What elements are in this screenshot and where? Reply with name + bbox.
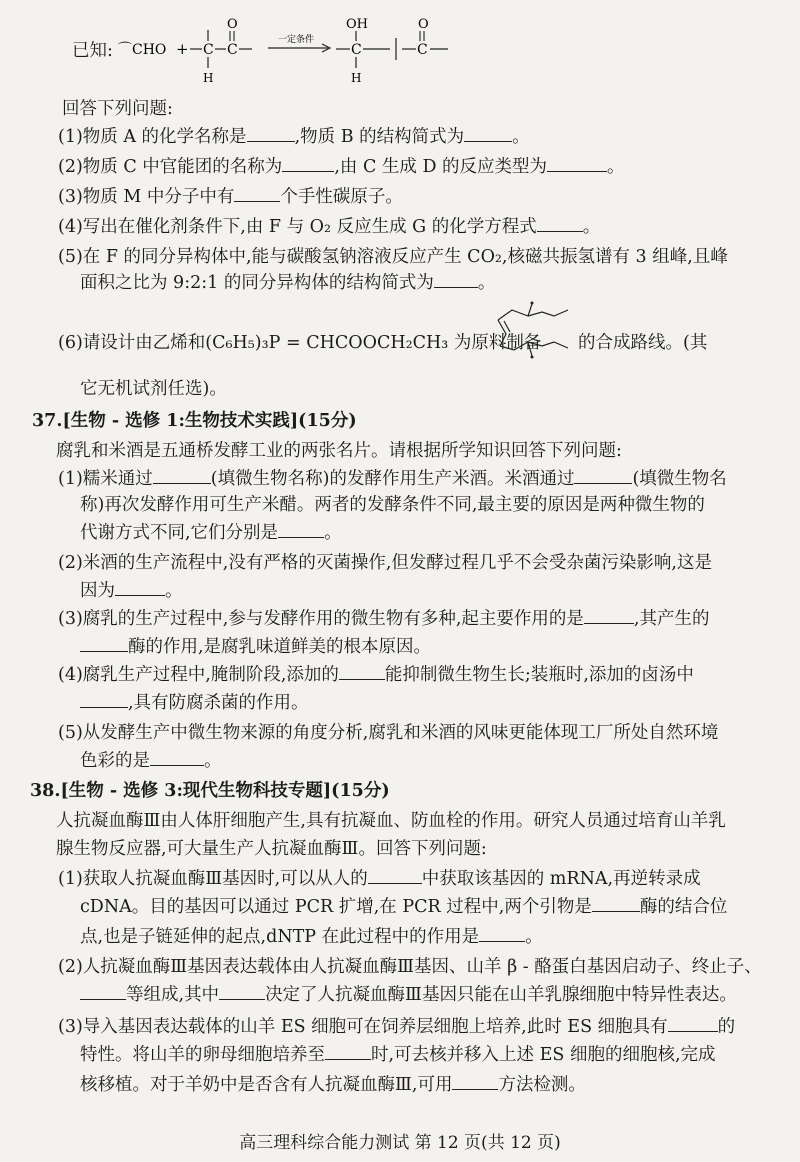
q36-5b: 面积之比为 9:2:1 的同分异构体的结构简式为 。 (80, 273, 496, 293)
q37-2b: 因为 。 (80, 581, 183, 601)
q38-intro-2: 腺生物反应器,可大量生产人抗凝血酶Ⅲ。回答下列问题: (56, 839, 487, 859)
q37-title: 37.[生物 - 选修 1:生物技术实践](15分) (32, 411, 357, 431)
q36-5a: (5)在 F 的同分异构体中,能与碳酸氢钠溶液反应产生 CO₂,核磁共振氢谱有 3 组峰,且峰 (58, 247, 728, 267)
answer-intro: 回答下列问题: (62, 99, 173, 119)
q38-3c: 核移植。对于羊奶中是否含有人抗凝血酶Ⅲ,可用 方法检测。 (80, 1075, 586, 1095)
q37-5a: (5)从发酵生产中微生物来源的角度分析,腐乳和米酒的风味更能体现工厂所处自然环境 (58, 723, 719, 743)
q38-2a: (2)人抗凝血酶Ⅲ基因表达载体由人抗凝血酶Ⅲ基因、山羊 β - 酪蛋白基因启动子、终止子、 (58, 957, 762, 977)
q37-3a: (3)腐乳的生产过程中,参与发酵作用的微生物有多种,起主要作用的是 ,其产生的 (58, 609, 710, 629)
q38-3a: (3)导入基因表达载体的山羊 ES 细胞可在饲养层细胞上培养,此时 ES 细胞具有 的 (58, 1017, 736, 1037)
atom-h1: H (203, 71, 214, 84)
q36-1: (1)物质 A 的化学名称是 ,物质 B 的结构简式为 。 (58, 127, 530, 147)
q38-2b: 等组成,其中 决定了人抗凝血酶Ⅲ基因只能在山羊乳腺细胞中特异性表达。 (80, 984, 737, 1006)
atom-c4: C (417, 42, 428, 58)
q37-2a: (2)米酒的生产流程中,没有严格的灭菌操作,但发酵过程几乎不会受杂菌污染影响,这是 (58, 553, 712, 573)
known-reaction-scheme (118, 8, 468, 84)
q37-4a: (4)腐乳生产过程中,腌制阶段,添加的 能抑制微生物生长;装瓶时,添加的卤汤中 (58, 665, 694, 685)
plus-sign: + (176, 40, 189, 58)
q37-1c: 代谢方式不同,它们分别是 。 (80, 523, 342, 543)
q36-6c: 它无机试剂任选)。 (80, 379, 227, 399)
q36-6a: (6)请设计由乙烯和(C₆H₅)₃P = CHCOOCH₂CH₃ 为原料制备 (58, 333, 542, 353)
q37-4b: ,具有防腐杀菌的作用。 (80, 692, 309, 714)
q38-1c: 点,也是子链延伸的起点,dNTP 在此过程中的作用是 。 (80, 927, 543, 947)
q38-3b: 特性。将山羊的卵母细胞培养至 时,可去核并移入上述 ES 细胞的细胞核,完成 (80, 1045, 716, 1065)
q38-title: 38.[生物 - 选修 3:现代生物科技专题](15分) (30, 781, 390, 801)
atom-o2: O (418, 17, 429, 32)
q37-1b: 称)再次发酵作用可生产米醋。两者的发酵条件不同,最主要的原因是两种微生物的 (80, 495, 705, 515)
q36-2: (2)物质 C 中官能团的名称为 ,由 C 生成 D 的反应类型为 。 (58, 157, 625, 177)
q38-intro-1: 人抗凝血酶Ⅲ由人体肝细胞产生,具有抗凝血、防血栓的作用。研究人员通过培育山羊乳 (56, 811, 726, 831)
atom-c1: C (203, 42, 214, 58)
q36-3: (3)物质 M 中分子中有 个手性碳原子。 (58, 187, 403, 207)
q38-1b: cDNA。目的基因可以通过 PCR 扩增,在 PCR 过程中,两个引物是 酶的结合位 (80, 897, 728, 917)
atom-oh: OH (346, 17, 368, 32)
q38-1a: (1)获取人抗凝血酶Ⅲ基因时,可以从人的 中获取该基因的 mRNA,再逆转录成 (58, 869, 701, 889)
q37-5b: 色彩的是 。 (80, 751, 222, 771)
atom-c3: C (351, 42, 362, 58)
page-footer: 高三理科综合能力测试 第 12 页(共 12 页) (239, 1133, 561, 1153)
reactant-aldehyde: ⌒CHO (118, 42, 167, 58)
q37-3b: 酶的作用,是腐乳味道鲜美的根本原因。 (80, 636, 431, 658)
known-label: 已知: (72, 41, 113, 61)
target-molecule-diagram (494, 298, 574, 360)
reaction-condition: 一定条件 (278, 35, 315, 45)
q36-4: (4)写出在催化剂条件下,由 F 与 O₂ 反应生成 G 的化学方程式 。 (58, 217, 601, 237)
q36-6b: 的合成路线。(其 (578, 333, 708, 353)
q37-intro: 腐乳和米酒是五通桥发酵工业的两张名片。请根据所学知识回答下列问题: (56, 441, 622, 461)
atom-h2: H (351, 71, 362, 84)
atom-c2: C (227, 42, 238, 58)
atom-o1: O (227, 17, 238, 32)
q37-1a: (1)糯米通过 (填微生物名称)的发酵作用生产米酒。米酒通过 (填微生物名 (58, 469, 727, 489)
